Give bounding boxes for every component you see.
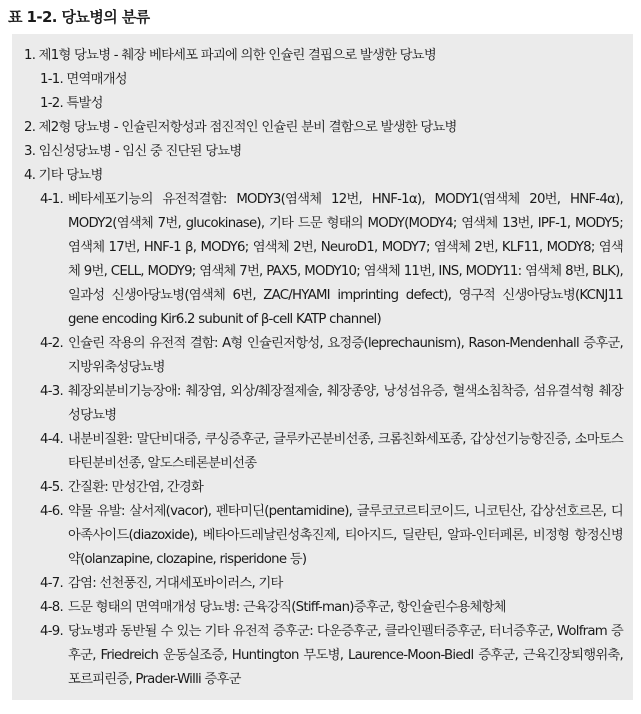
- subitem-text: 드문 형태의 면역매개성 당뇨병: 근육강직(Stiff-man)증후군, 항인슐린수용체항체: [68, 600, 506, 615]
- item-gestational: 3. 임신성당뇨병 - 임신 중 진단된 당뇨병: [24, 144, 242, 159]
- subitem-text: 인슐린 작용의 유전적 결함: A형 인슐린저항성, 요정증(leprechaunism), Rason-Mendenhall 증후군, 지방위축성당뇨병: [68, 336, 623, 375]
- subitem-text: 감염: 선천풍진, 거대세포바이러스, 기타: [68, 576, 283, 591]
- subitem-text: 간질환: 만성간염, 간경화: [68, 480, 204, 495]
- subitem-number: 4-6.: [40, 504, 63, 519]
- subitem-4-1: [40, 188, 623, 332]
- subitem-number: 4-2.: [40, 336, 63, 351]
- subitem-4-6: [40, 500, 623, 572]
- subitem-4-4: [40, 428, 623, 476]
- classification-box: [12, 34, 633, 700]
- subitem-number: 4-7.: [40, 576, 63, 591]
- item-type2: 2. 제2형 당뇨병 - 인슐린저항성과 점진적인 인슐린 분비 결함으로 발생한 당뇨병: [24, 120, 457, 135]
- subitem-text: 췌장외분비기능장애: 췌장염, 외상/췌장절제술, 췌장종양, 낭성섬유증, 혈색소침착증, 섬유결석형 췌장성당뇨병: [68, 384, 623, 423]
- subitem-number: 4-5.: [40, 480, 63, 495]
- item-type1-idiopathic: 1-2. 특발성: [40, 96, 103, 111]
- subitem-number: 4-4.: [40, 432, 63, 447]
- subitem-text: 당뇨병과 동반될 수 있는 기타 유전적 증후군: 다운증후군, 클라인펠터증후군, 터너증후군, Wolfram 증후군, Friedreich 운동실조증, Huntington 무도병, Laurence-Moon-Biedl 증후군, 근육긴장퇴행위축, 포르피린증, Prader-Willi 증후군: [68, 624, 623, 687]
- table-title: 표 1-2. 당뇨병의 분류: [8, 8, 150, 26]
- subitem-4-7: [40, 572, 623, 596]
- subitem-text: 베타세포기능의 유전적결함: MODY3(염색체 12번, HNF-1α), MODY1(염색체 20번, HNF-4α), MODY2(염색체 7번, glucokinase), 기타 드문 형태의 MODY(MODY4; 염색체 13번, IPF-1, MODY5; 염색체 17번, HNF-1 β, MODY6; 염색체 2번, NeuroD1, MODY7; 염색체 2번, KLF11, MODY8; 염색체 9번, CELL, MODY9; 염색체 7번, PAX5, MODY10; 염색체 11번, INS, MODY11: 염색체 8번, BLK), 일과성 신생아당뇨병(염색체 6번, ZAC/HYAMI imprinting defect), 영구적 신생아당뇨병(KCNJ11 gene encoding Kir6.2 subunit of β-cell KATP channel): [68, 192, 623, 327]
- subitem-number: 4-1.: [40, 192, 63, 207]
- subitem-4-9: [40, 620, 623, 692]
- subitem-text: 내분비질환: 말단비대증, 쿠싱증후군, 글루카곤분비선종, 크롬친화세포종, 갑상선기능항진증, 소마토스타틴분비선종, 알도스테론분비선종: [68, 432, 623, 471]
- subitem-number: 4-8.: [40, 600, 63, 615]
- subitem-number: 4-3.: [40, 384, 63, 399]
- item-other: 4. 기타 당뇨병: [24, 168, 103, 183]
- subitem-number: 4-9.: [40, 624, 63, 639]
- subitem-4-8: [40, 596, 623, 620]
- item-type1-immune: 1-1. 면역매개성: [40, 72, 127, 87]
- subitem-4-5: [40, 476, 623, 500]
- subitem-4-2: [40, 332, 623, 380]
- item-type1: 1. 제1형 당뇨병 - 췌장 베타세포 파괴에 의한 인슐린 결핍으로 발생한 당뇨병: [24, 48, 436, 63]
- subitem-4-3: [40, 380, 623, 428]
- subitem-text: 약물 유발: 살서제(vacor), 펜타미딘(pentamidine), 글루코코르티코이드, 니코틴산, 갑상선호르몬, 디아족사이드(diazoxide), 베타아드레날린성촉진제, 티아지드, 딜란틴, 알파-인터페론, 비정형 항정신병약(olanzapine, clozapine, risperidone 등): [68, 504, 623, 567]
